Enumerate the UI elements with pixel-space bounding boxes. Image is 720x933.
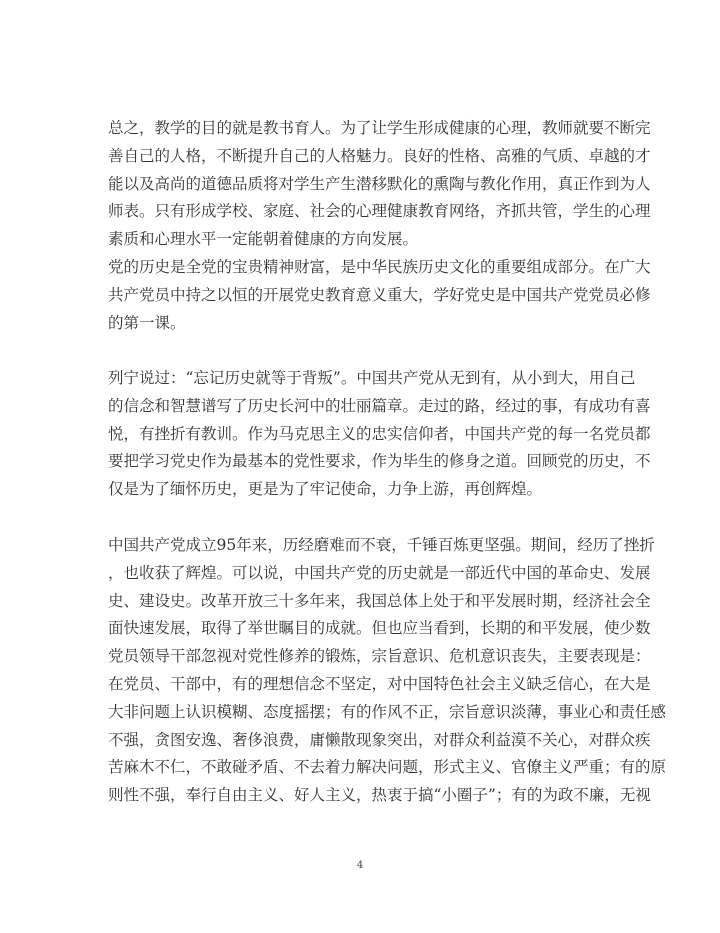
text-line: 素质和心理水平一定能朝着健康的方向发展。 — [108, 230, 419, 249]
text-line: 悦，有挫折有教训。作为马克思主义的忠实信仰者，中国共产党的每一名党员都 — [108, 424, 651, 443]
text-line: 善自己的人格，不断提升自己的人格魅力。良好的性格、高雅的气质、卓越的才 — [108, 146, 651, 165]
text-line: 要把学习党史作为最基本的党性要求，作为毕生的修身之道。回顾党的历史，不 — [108, 452, 651, 471]
text-line: 在党员、干部中，有的理想信念不坚定，对中国特色社会主义缺乏信心，在大是 — [108, 675, 651, 693]
text-line: 大非问题上认识模糊、态度摇摆；有的作风不正，宗旨意识淡薄，事业心和责任感 — [108, 702, 667, 721]
text-line: 苦麻木不仁，不敢碰矛盾、不去着力解决问题，形式主义、官僚主义严重；有的原 — [108, 758, 667, 777]
text-line: 党的历史是全党的宝贵精神财富，是中华民族历史文化的重要组成部分。在广大 — [108, 258, 651, 276]
text-line: ，也收获了辉煌。可以说，中国共产党的历史就是一部近代中国的革命史、发展 — [108, 563, 651, 582]
text-line: 总之，教学的目的就是教书育人。为了让学生形成健康的心理，教师就要不断完 — [108, 119, 651, 137]
text-line: 则性不强，奉行自由主义、好人主义，热衷于搞“小圈子”；有的为政不廉，无视 — [108, 786, 651, 805]
text-line: 能以及高尚的道德品质将对学生产生潜移默化的熏陶与教化作用，真正作到为人 — [108, 174, 651, 193]
text-line: 的第一课。 — [108, 313, 186, 332]
text-line: 党员领导干部忽视对党性修养的锻炼，宗旨意识、危机意识丧失，主要表现是： — [108, 647, 651, 666]
text-line: 不强，贪图安逸、奢侈浪费，庸懒散现象突出，对群众利益漠不关心，对群众疾 — [108, 730, 651, 749]
text-line: 的信念和智慧谱写了历史长河中的壮丽篇章。走过的路，经过的事，有成功有喜 — [108, 396, 651, 415]
text-line: 师表。只有形成学校、家庭、社会的心理健康教育网络，齐抓共管，学生的心理 — [108, 202, 651, 221]
text-line: 共产党员中持之以恒的开展党史教育意义重大，学好党史是中国共产党党员必修 — [108, 285, 651, 304]
text-line: 中国共产党成立95年来，历经磨难而不衰，千锤百炼更坚强。期间，经历了挫折 — [108, 536, 655, 554]
text-line: 列宁说过：“忘记历史就等于背叛”。中国共产党从无到有，从小到大，用自己 — [108, 369, 636, 387]
page-number: 4 — [356, 860, 364, 871]
text-line: 仅是为了缅怀历史，更是为了牢记使命，力争上游，再创辉煌。 — [108, 480, 543, 499]
text-line: 面快速发展，取得了举世瞩目的成就。但也应当看到，长期的和平发展，使少数 — [108, 619, 651, 638]
text-line: 史、建设史。改革开放三十多年来，我国总体上处于和平发展时期，经济社会全 — [108, 591, 651, 610]
